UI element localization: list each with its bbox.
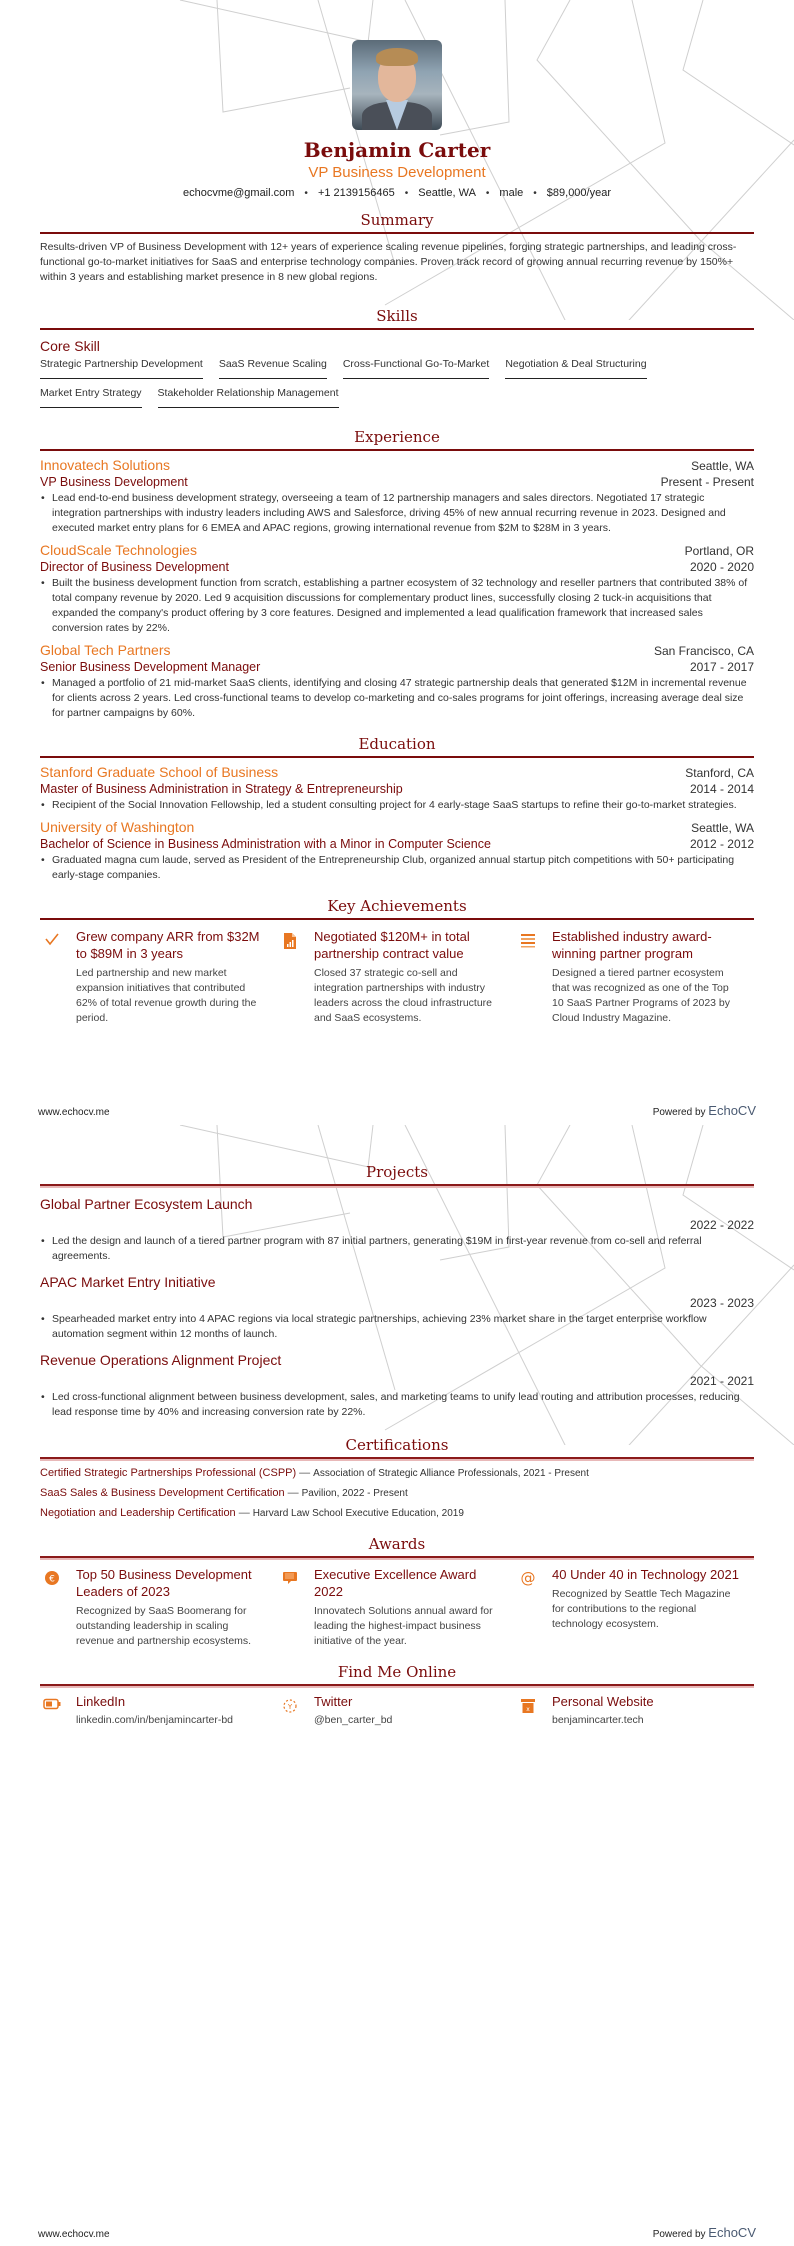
company-location: Seattle, WA	[691, 459, 754, 473]
contact-salary: $89,000/year	[546, 187, 611, 199]
section-heading-summary: Summary	[40, 211, 754, 234]
job-role: Senior Business Development Manager	[40, 660, 261, 674]
degree: Master of Business Administration in Strategy & Entrepreneurship	[40, 782, 403, 796]
svg-text:€: €	[49, 1574, 55, 1585]
award-description: Innovatech Solutions annual award for leading the highest-impact business initiative of the year.	[314, 1605, 493, 1647]
award-card	[278, 1566, 516, 1649]
report-chart-icon	[278, 928, 302, 1026]
job-description: • Lead end-to-end business development strategy, overseeing a team of 12 partnership managers and sales directors. Negotiated 17 strategic integration partnerships with industry leaders including AWS and Salesforce, driving 45% of new annual recurring revenue in 2023. Designed and executed market entry plans for 6 EMEA and APAC regions, growing international revenue from $2M to $28M in 3 years.	[40, 491, 754, 536]
job-dates: 2020 - 2020	[689, 560, 754, 574]
education-dates: 2012 - 2012	[689, 837, 754, 851]
contact-gender: male	[499, 187, 524, 199]
education-description: • Recipient of the Social Innovation Fellowship, led a student consulting project for 4 early-stage SaaS startups to refine their go-to-market strategies.	[40, 798, 754, 813]
online-profile-link[interactable]: linkedin.com/in/benjamincarter-bd	[76, 1714, 233, 1726]
section-heading-awards: Awards	[40, 1535, 754, 1558]
award-description: Recognized by Seattle Tech Magazine for contributions to the regional technology ecosystem.	[552, 1588, 731, 1630]
candidate-title: VP Business Development	[308, 164, 486, 181]
contact-location: Seattle, WA	[418, 187, 476, 199]
certification-info: Association of Strategic Alliance Professionals, 2021 - Present	[313, 1468, 589, 1479]
company-location: Portland, OR	[684, 544, 754, 558]
certification-name: SaaS Sales & Business Development Certification	[40, 1487, 285, 1499]
award-description: Recognized by SaaS Boomerang for outstanding leadership in scaling revenue and partnership ecosystems.	[76, 1605, 252, 1647]
award-title: Top 50 Business Development Leaders of 2023	[76, 1567, 252, 1599]
section-heading-achievements: Key Achievements	[40, 897, 754, 920]
contact-phone[interactable]: +1 2139156465	[317, 187, 395, 199]
page-footer	[38, 1103, 756, 1118]
focus-target-icon	[278, 1694, 302, 1726]
trash-bin-icon	[516, 1694, 540, 1726]
achievement-title: Grew company ARR from $32M to $89M in 3 years	[76, 929, 260, 961]
resume-header	[40, 0, 754, 199]
skill-tag: Strategic Partnership Development	[40, 358, 203, 379]
skill-tag: Market Entry Strategy	[40, 387, 142, 408]
online-profile-label: Twitter	[314, 1694, 353, 1709]
school-name: Stanford Graduate School of Business	[40, 764, 279, 780]
summary-text: Results-driven VP of Business Development with 12+ years of experience scaling revenue pipelines, forging strategic partnerships, and leading cross-functional go-to-market initiatives for SaaS and enterprise technology companies. Proven track record of growing annual recurring revenue by 150%+ within 3 years and establishing market presence in 8 new global regions.	[40, 241, 737, 283]
school-location: Stanford, CA	[685, 766, 754, 780]
contact-email[interactable]: echocvme@gmail.com	[182, 187, 295, 199]
euro-coin-icon	[40, 1566, 64, 1649]
job-description: • Managed a portfolio of 21 mid-market SaaS clients, identifying and closing 47 strategic partnership deals that generated $12M in incremental revenue for clients across 2 years. Led cross-functional teams to develop co-marketing and co-sales programs for joint offerings, increasing average deal size for partner campaigns by 60%.	[40, 676, 754, 721]
section-heading-education: Education	[40, 735, 754, 758]
school-location: Seattle, WA	[691, 821, 754, 835]
footer-site-link[interactable]: www.echocv.me	[38, 2229, 110, 2240]
online-profile-label: Personal Website	[552, 1694, 654, 1709]
online-profile-label: LinkedIn	[76, 1694, 126, 1709]
online-profile-link[interactable]: @ben_carter_bd	[314, 1714, 393, 1726]
experience-entry	[40, 642, 754, 721]
project-title: APAC Market Entry Initiative	[40, 1274, 216, 1290]
separator-dot: •	[485, 187, 490, 199]
company-location: San Francisco, CA	[653, 644, 754, 658]
separator-dash: —	[238, 1507, 250, 1519]
job-dates: Present - Present	[660, 475, 754, 489]
achievement-card	[516, 928, 754, 1026]
education-entry	[40, 764, 754, 813]
contact-info	[40, 187, 754, 199]
project-dates: 2023 - 2023	[689, 1296, 754, 1310]
section-heading-experience: Experience	[40, 428, 754, 451]
job-description: • Built the business development function from scratch, establishing a partner ecosystem of 32 technology and reseller partners that contributed 38% of total company revenue by 2020. Led 9 acquisition discussions for complementary product lines, successfully closing 2 tuck-in acquisitions that expanded the company's product offering by 3 core features. Designed and implemented a lead qualification framework that increased sales conversion rates by 22%.	[40, 576, 754, 636]
achievement-description: Closed 37 strategic co-sell and integration partnerships with industry leaders across the cloud infrastructure and SaaS ecosystems.	[314, 967, 493, 1024]
certification-info: Pavilion, 2022 - Present	[301, 1488, 408, 1499]
project-description: • Led cross-functional alignment between business development, sales, and marketing teams to unify lead routing and attribution processes, reducing lead response time by 40% and increasing conversion rate by 22%.	[40, 1390, 754, 1420]
candidate-name: Benjamin Carter	[303, 138, 491, 162]
awards-list	[40, 1566, 754, 1649]
certification-name: Negotiation and Leadership Certification	[40, 1507, 236, 1519]
company-name: CloudScale Technologies	[40, 542, 197, 558]
achievement-card	[278, 928, 516, 1026]
certification-item	[40, 1487, 754, 1499]
project-title: Revenue Operations Alignment Project	[40, 1352, 282, 1368]
project-entry	[40, 1196, 754, 1264]
checkmark-icon	[40, 928, 64, 1026]
brand-name[interactable]: EchoCV	[708, 1103, 756, 1118]
skills-list	[40, 358, 754, 416]
section-heading-projects: Projects	[40, 1163, 754, 1186]
certification-item	[40, 1467, 754, 1479]
certification-info: Harvard Law School Executive Education, 2019	[252, 1508, 464, 1519]
project-dates: 2022 - 2022	[689, 1218, 754, 1232]
powered-by-label: Powered by	[652, 1107, 706, 1118]
project-dates: 2021 - 2021	[689, 1374, 754, 1388]
job-role: Director of Business Development	[40, 560, 229, 574]
project-description: • Led the design and launch of a tiered partner program with 87 initial partners, generating $19M in first-year revenue from co-sell and referral agreements.	[40, 1234, 754, 1264]
separator-dot: •	[304, 187, 308, 199]
section-heading-skills: Skills	[40, 307, 754, 330]
job-dates: 2017 - 2017	[689, 660, 754, 674]
achievement-description: Designed a tiered partner ecosystem that was recognized as one of the Top 10 SaaS Partner Programs of 2023 by Cloud Industry Magazine.	[552, 967, 731, 1024]
skill-tag: SaaS Revenue Scaling	[219, 358, 327, 379]
skill-tag: Stakeholder Relationship Management	[158, 387, 339, 408]
footer-powered-by	[653, 1103, 756, 1118]
footer-powered-by	[653, 2225, 756, 2240]
separator-dot: •	[533, 187, 537, 199]
degree: Bachelor of Science in Business Administration with a Minor in Computer Science	[40, 837, 491, 851]
achievement-card	[40, 928, 278, 1026]
job-role: VP Business Development	[40, 475, 188, 489]
page-footer	[38, 2225, 756, 2240]
svg-text:Y: Y	[287, 1703, 293, 1711]
skill-tag: Cross-Functional Go-To-Market	[343, 358, 489, 379]
education-entry	[40, 819, 754, 883]
online-profile-twitter[interactable]	[278, 1694, 516, 1726]
chat-bubble-icon	[278, 1566, 302, 1649]
online-profiles-list	[40, 1694, 754, 1726]
education-description: • Graduated magna cum laude, served as President of the Entrepreneurship Club, organized annual startup pitch competitions with 50+ participating early-stage companies.	[40, 853, 754, 883]
online-profile-link[interactable]: benjamincarter.tech	[552, 1714, 644, 1726]
award-title: 40 Under 40 in Technology 2021	[552, 1567, 739, 1582]
online-profile-website[interactable]	[516, 1694, 754, 1726]
award-card	[40, 1566, 278, 1649]
school-name: University of Washington	[40, 819, 195, 835]
experience-entry	[40, 457, 754, 536]
certification-name: Certified Strategic Partnerships Professional (CSPP)	[40, 1467, 297, 1479]
company-name: Global Tech Partners	[40, 642, 171, 658]
project-title: Global Partner Ecosystem Launch	[40, 1196, 253, 1212]
achievement-title: Negotiated $120M+ in total partnership contract value	[314, 929, 470, 961]
battery-icon	[40, 1694, 64, 1726]
svg-text:x: x	[526, 1706, 530, 1713]
project-entry	[40, 1274, 754, 1342]
brand-name[interactable]: EchoCV	[708, 2225, 756, 2240]
section-heading-certifications: Certifications	[40, 1436, 754, 1459]
section-heading-online: Find Me Online	[40, 1663, 754, 1686]
achievements-list	[40, 928, 754, 1026]
resume-page-2	[0, 1125, 794, 2246]
certification-item	[40, 1507, 754, 1519]
achievement-description: Led partnership and new market expansion initiatives that contributed 62% of total revenue growth during the period.	[76, 967, 257, 1024]
footer-site-link[interactable]: www.echocv.me	[38, 1107, 110, 1118]
separator-dot: •	[404, 187, 409, 199]
experience-entry	[40, 542, 754, 636]
skill-tag: Negotiation & Deal Structuring	[505, 358, 646, 379]
achievement-title: Established industry award-winning partner program	[552, 929, 712, 961]
project-entry	[40, 1352, 754, 1420]
education-dates: 2014 - 2014	[689, 782, 754, 796]
at-sign-icon	[516, 1566, 540, 1649]
skill-group-title: Core Skill	[40, 338, 100, 354]
online-profile-linkedin[interactable]	[40, 1694, 278, 1726]
list-lines-icon	[516, 928, 540, 1026]
separator-dash: —	[287, 1487, 299, 1499]
award-card	[516, 1566, 754, 1649]
award-title: Executive Excellence Award 2022	[314, 1567, 477, 1599]
company-name: Innovatech Solutions	[40, 457, 170, 473]
separator-dash: —	[299, 1467, 311, 1479]
svg-text:@: @	[520, 1570, 536, 1586]
profile-photo	[352, 40, 442, 130]
powered-by-label: Powered by	[652, 2229, 706, 2240]
project-description: • Spearheaded market entry into 4 APAC regions via local strategic partnerships, achieving 23% market share in the target enterprise workflow automation segment within 12 months of launch.	[40, 1312, 754, 1342]
